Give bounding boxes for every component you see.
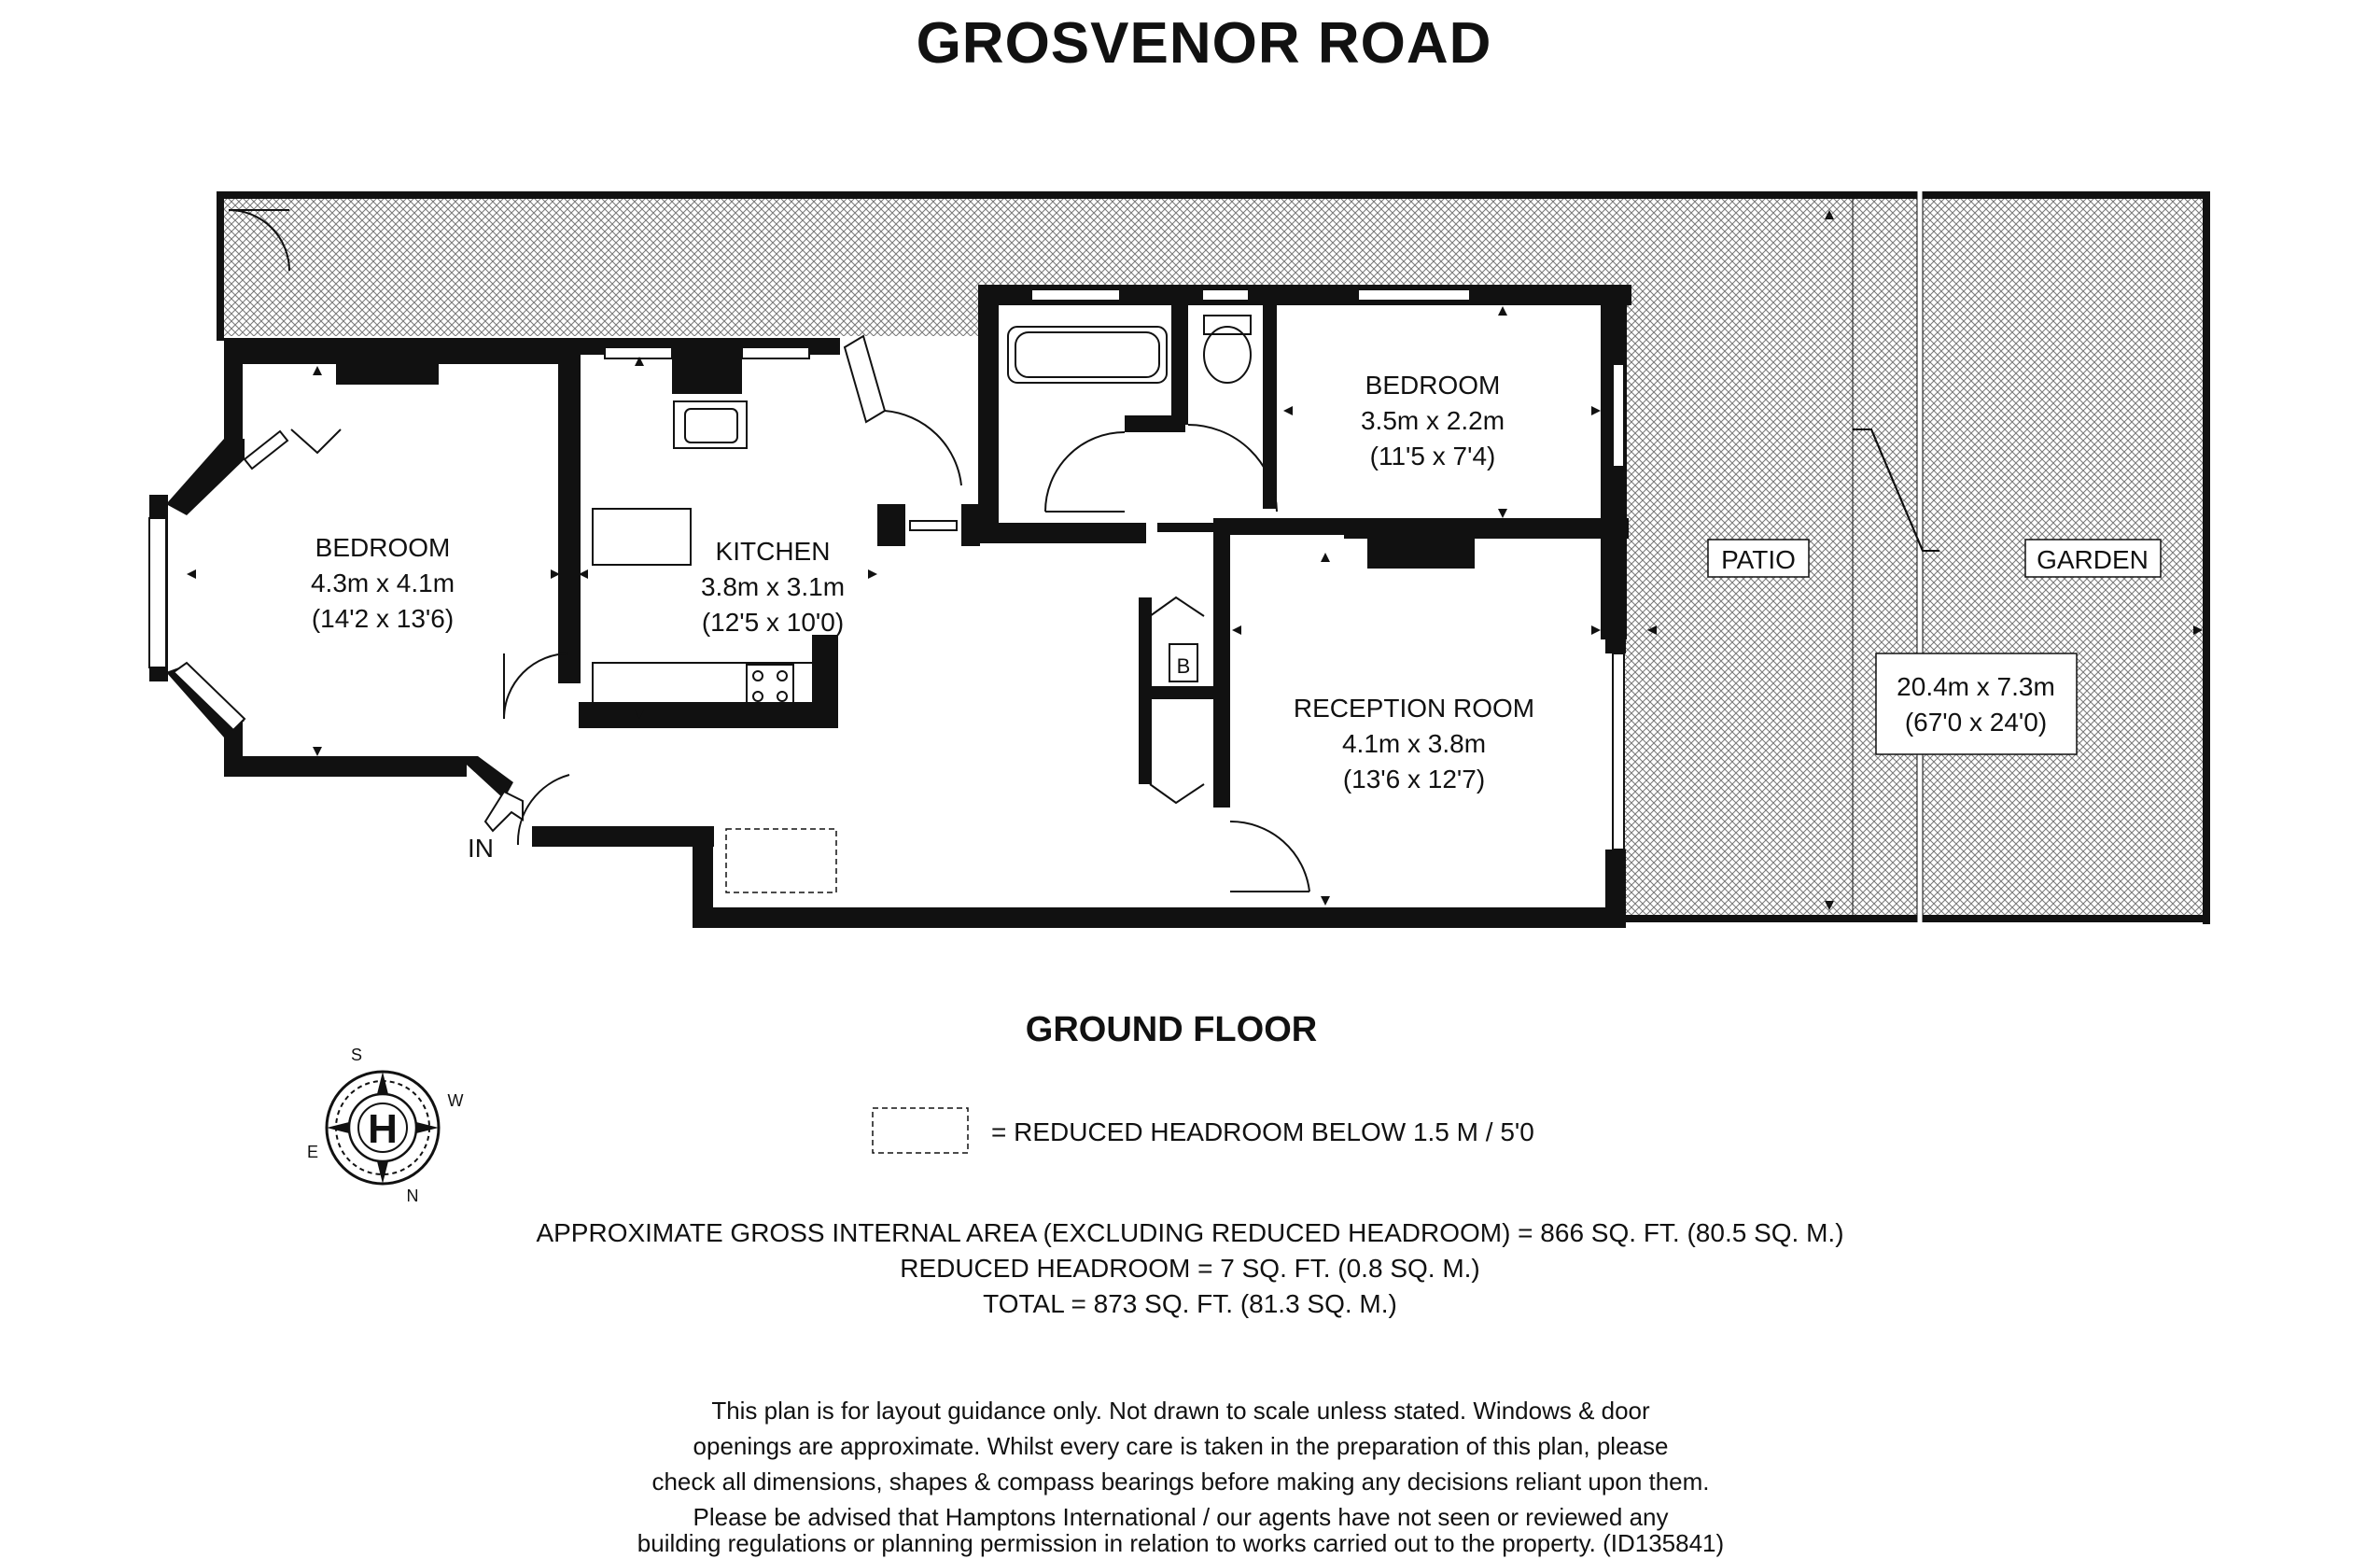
- compass-north: N: [406, 1187, 419, 1205]
- area-summary: [536, 1218, 1843, 1318]
- garden-dimensions-box: [1876, 653, 2077, 754]
- garden-label: GARDEN: [2037, 545, 2149, 574]
- entrance-arrow-icon: [485, 792, 523, 831]
- disclaimer-line: building regulations or planning permission in relation to works carried out to the property. (ID135841): [637, 1529, 1725, 1557]
- compass-east: E: [306, 1143, 319, 1161]
- room-name: KITCHEN: [715, 537, 831, 566]
- room-bedroom-2: [1361, 371, 1505, 471]
- room-name: BEDROOM: [315, 533, 451, 562]
- room-dim-metric: 4.3m x 4.1m: [310, 569, 455, 597]
- area-line: APPROXIMATE GROSS INTERNAL AREA (EXCLUDING REDUCED HEADROOM) = 866 SQ. FT. (80.5 SQ. M.): [536, 1218, 1844, 1247]
- room-dim-imperial: (11'5 x 7'4): [1369, 442, 1496, 471]
- disclaimer: [637, 1397, 1724, 1557]
- patio-label-box: [1708, 540, 1809, 577]
- room-name: BEDROOM: [1365, 371, 1501, 400]
- disclaimer-line: Please be advised that Hamptons International / our agents have not seen or reviewed any: [693, 1503, 1669, 1531]
- legend-text: = REDUCED HEADROOM BELOW 1.5 M / 5'0: [991, 1117, 1534, 1146]
- room-bedroom-1: [311, 533, 455, 633]
- area-line: TOTAL = 873 SQ. FT. (81.3 SQ. M.): [983, 1289, 1397, 1318]
- compass-west: W: [447, 1091, 464, 1110]
- compass-icon: [307, 1046, 464, 1205]
- room-dim-imperial: (14'2 x 13'6): [311, 604, 455, 633]
- legend: [873, 1108, 1534, 1153]
- disclaimer-line: check all dimensions, shapes & compass bearings before making any decisions reliant upon them.: [651, 1468, 1710, 1496]
- room-kitchen: [701, 537, 845, 637]
- disclaimer-line: This plan is for layout guidance only. Not drawn to scale unless stated. Windows & door: [711, 1397, 1650, 1425]
- boiler-label: B: [1176, 654, 1191, 678]
- area-line: REDUCED HEADROOM = 7 SQ. FT. (0.8 SQ. M.): [900, 1254, 1480, 1283]
- reduced-headroom-swatch: [873, 1108, 968, 1153]
- compass-logo: H: [368, 1106, 398, 1152]
- room-dim-imperial: (12'5 x 10'0): [701, 608, 845, 637]
- room-dim-imperial: (13'6 x 12'7): [1342, 765, 1486, 794]
- floor-label: GROUND FLOOR: [1025, 1010, 1318, 1049]
- room-dim-metric: 3.8m x 3.1m: [700, 572, 846, 601]
- garden-label-box: [2025, 540, 2161, 577]
- garden-dim-metric: 20.4m x 7.3m: [1897, 672, 2055, 701]
- room-dim-metric: 3.5m x 2.2m: [1360, 406, 1505, 435]
- disclaimer-line: openings are approximate. Whilst every care is taken in the preparation of this plan, please: [693, 1432, 1669, 1460]
- patio-label: PATIO: [1721, 545, 1796, 574]
- garden-dim-imperial: (67'0 x 24'0): [1904, 708, 2048, 737]
- plan-title: GROSVENOR ROAD: [916, 11, 1492, 76]
- entrance-label: IN: [468, 834, 494, 863]
- room-dim-metric: 4.1m x 3.8m: [1341, 729, 1487, 758]
- compass-south: S: [350, 1046, 363, 1064]
- room-name: RECEPTION ROOM: [1293, 694, 1535, 723]
